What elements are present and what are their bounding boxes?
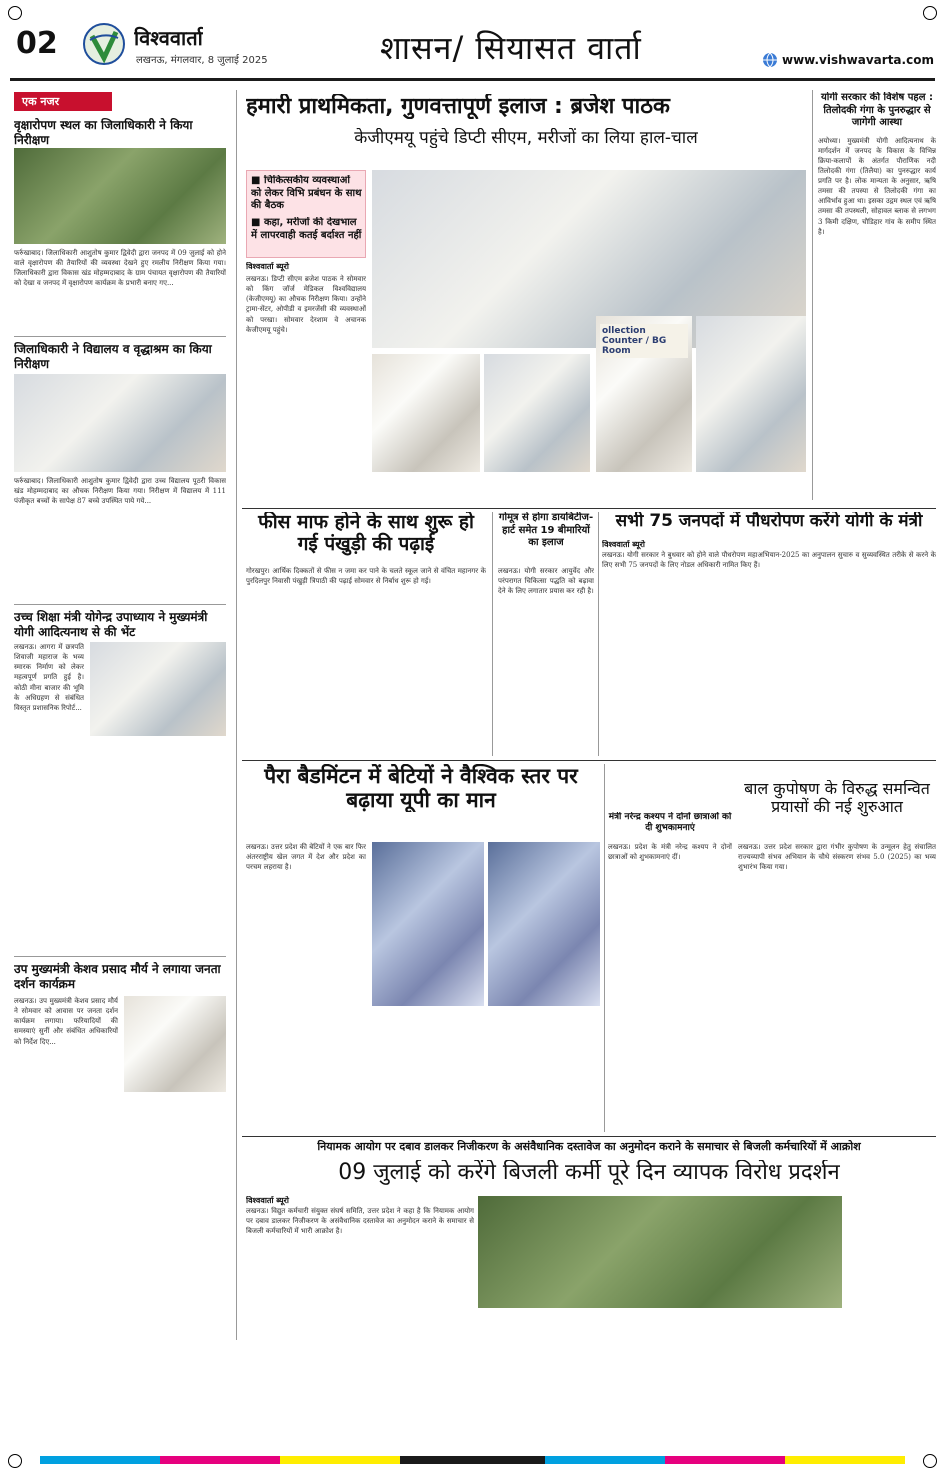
story-headline: वृक्षारोपण स्थल का जिलाधिकारी ने किया निरीक्षण (14, 118, 193, 147)
highlight-box (246, 170, 366, 258)
website-url[interactable]: www.vishwavarta.com (782, 53, 934, 67)
divider (242, 508, 936, 509)
story-body: लखनऊ। योगी सरकार ने बुधवार को होने वाले पौधरोपण महाअभियान-2025 का अनुपालन सुचारु व सुव्यवस्थित तरीके से करने के लिए सभी 75 जनपदों के लिए नोडल अधिकारी नामित किए हैं। (602, 551, 936, 570)
column-rule (492, 512, 493, 756)
lead-body: लखनऊ। डिप्टी सीएम ब्रजेश पाठक ने सोमवार को किंग जॉर्ज मेडिकल विश्वविद्यालय (केजीएमयू) का औचक निरीक्षण किया। उन्होंने ट्रामा-सेंटर, ओपीडी व इमरजेंसी की व्यवस्थाओं को परखा। सोमवार देरशाम वे अचानक केजीएमयू पहुंचे। (246, 275, 366, 334)
lead-photo (372, 354, 480, 472)
divider (242, 1136, 936, 1137)
story-body: लखनऊ। उत्तर प्रदेश की बेटियों ने एक बार फिर अंतरराष्ट्रीय खेल जगत में देश और प्रदेश का परचम लहराया है। (246, 843, 366, 872)
story-headline: योगी सरकार की विशेष पहल : तिलोदकी गंगा के पुनरुद्धार से जागेगी आस्था (821, 92, 933, 128)
story-headline: बाल कुपोषण के विरुद्ध समन्वित प्रयासों की नई शुरुआत (744, 780, 930, 817)
story-headline: उच्च शिक्षा मंत्री योगेन्द्र उपाध्याय ने मुख्यमंत्री योगी आदित्यनाथ से की भेंट (14, 610, 208, 639)
lead-subheadline: केजीएमयू पहुंचे डिप्टी सीएम, मरीजों का लिया हाल-चाल (354, 128, 698, 148)
divider (242, 760, 936, 761)
plant-story-text (602, 540, 936, 756)
color-swatch (400, 1456, 545, 1464)
lead-body-continued (372, 476, 806, 506)
story-body: लखनऊ। आगरा में छत्रपति शिवाजी महाराज के भव्य स्मारक निर्माण को लेकर महत्वपूर्ण प्रगति हुई है। कोठी मीना बाजार की भूमि के अधिग्रहण से संबंधित विस्तृत प्रशासनिक रिपोर्ट... (14, 643, 84, 712)
story-headline: जिलाधिकारी ने विद्यालय व वृद्धाश्रम का किया निरीक्षण (14, 342, 212, 371)
story-body-continued (372, 1010, 600, 1130)
story-body: गोरखपुर। आर्थिक दिक्कतों से फीस न जमा कर पाने के चलते स्कूल जाने से वंचित महानगर के पुरदिलपुर निवासी पंखुड़ी त्रिपाठी की पढ़ाई सोमवार से निर्बाध शुरू हो गई। (246, 567, 486, 586)
color-swatch (545, 1456, 665, 1464)
lead-photo (596, 316, 692, 472)
section-title: शासन/ सियासत वार्ता (380, 29, 642, 67)
bullet-icon: ■ (251, 217, 264, 228)
electricity-text (246, 1196, 474, 1352)
bureau-byline: विश्ववार्ता ब्यूरो (246, 1196, 289, 1205)
right-story (818, 92, 936, 502)
globe-icon (762, 52, 778, 68)
story-body: लखनऊ। प्रदेश के मंत्री नरेन्द्र कश्यप ने दोनों छात्राओं को शुभकामनाएं दीं। (608, 843, 732, 862)
collection-counter-sign: ollection Counter / BG Room (600, 324, 688, 358)
column-rule (236, 90, 237, 1340)
badminton-photo (488, 842, 600, 1006)
masthead-rule (10, 78, 935, 81)
story-headline: फीस माफ होने के साथ शुरू हो गई पंखुड़ी की पढ़ाई (258, 512, 474, 555)
registration-mark (923, 1454, 937, 1468)
story-body: लखनऊ। विद्युत कर्मचारी संयुक्त संघर्ष समिति, उत्तर प्रदेश ने कहा है कि नियामक आयोग पर दबाव डालकर निजीकरण के असंवैधानिक दस्तावेज का अनुमोदन कराने के समाचार से बिजली कर्मचारियों में भारी आक्रोश है। (246, 1207, 474, 1236)
protest-photo (478, 1196, 842, 1308)
column-rule (604, 764, 605, 1132)
divider (14, 604, 226, 605)
story-body: फर्रुखाबाद। जिलाधिकारी आशुतोष कुमार द्विवेदी द्वारा उच्च विद्यालय पूठरी विकास खंड मोहम्मदाबाद का औचक निरीक्षण किया गया। निरीक्षण में विद्यालय में 111 पंजीकृत बच्चों के सापेक्ष 87 बच्चे उपस्थित पाये गये... (14, 477, 226, 506)
cmyk-strip (40, 1456, 905, 1464)
story-body-continued (90, 740, 226, 862)
story-headline: उप मुख्यमंत्री केशव प्रसाद मौर्य ने लगाया जनता दर्शन कार्यक्रम (14, 962, 221, 991)
story-body: लखनऊ। उत्तर प्रदेश सरकार द्वारा गंभीर कुपोषण के उन्मूलन हेतु संचालित राज्यव्यापी संभव अभियान के चौथे संस्करण संभव 5.0 (2025) का भव्य शुभारंभ किया गया। (738, 843, 936, 872)
registration-mark (8, 1454, 22, 1468)
story-body: फर्रुखाबाद। जिलाधिकारी आशुतोष कुमार द्विवेदी द्वारा जनपद में 09 जुलाई को होने वाले वृक्षारोपण की तैयारियों की व्यवस्था देखने हुए रमलीय निरीक्षण किया गया। जिलाधिकारी द्वारा विकास खंड मोहम्मदाबाद के ग्राम पंचायत वृक्षारोपण की तैयारियों को देखा व जनपद में वृक्षारोपण कार्यक्रम के प्रभारी बनाए गए... (14, 249, 226, 288)
color-swatch (40, 1456, 160, 1464)
highlight-bullet: ■ कहा, मरीजों की देखभाल में लापरवाही कतई बर्दाश्त नहीं (251, 217, 362, 241)
story-headline: पैरा बैडमिंटन में बेटियों ने वैश्विक स्तर पर बढ़ाया यूपी का मान (264, 764, 578, 813)
story-headline: मंत्री नरेन्द्र कश्यप ने दोनों छात्राओं को दी शुभकामनाएं (608, 812, 732, 834)
news-photo (14, 148, 226, 244)
column-rule (598, 512, 599, 756)
bureau-byline: विश्ववार्ता ब्यूरो (602, 540, 645, 549)
paper-name: विश्ववार्ता (134, 26, 203, 50)
dateline: लखनऊ, मंगलवार, 8 जुलाई 2025 (136, 55, 268, 66)
lead-text-column (246, 262, 366, 502)
lead-photo (484, 354, 590, 472)
story-headline: गोमूत्र से होगा डायबिटीज-हार्ट समेत 19 बीमारियों का इलाज (498, 512, 594, 548)
news-photo (90, 642, 226, 736)
highlight-bullet: ■ चिकित्सकीय व्यवस्थाओं को लेकर विभि प्रबंधन के साथ की बैठक (251, 175, 362, 211)
divider (14, 956, 226, 957)
bullet-icon: ■ (251, 175, 264, 186)
story-body-continued (478, 1312, 842, 1352)
column-rule (812, 90, 813, 500)
ek-nazar-label: एक नजर (14, 92, 112, 111)
masthead (10, 18, 935, 74)
color-swatch (160, 1456, 280, 1464)
bureau-byline: विश्ववार्ता ब्यूरो (246, 262, 289, 271)
story-headline: सभी 75 जनपदों में पौधरोपण करेंगे योगी के मंत्री (615, 512, 923, 531)
news-photo (14, 374, 226, 472)
story-body: लखनऊ। योगी सरकार आयुर्वेद और परंपरागत चिकित्सा पद्धति को बढ़ावा देने के लिए लगातार प्रयास कर रही है। (498, 567, 594, 596)
story-body-continued (846, 1196, 936, 1352)
lead-photo (696, 316, 806, 472)
color-swatch (785, 1456, 905, 1464)
logo-icon (82, 22, 126, 66)
badminton-photo (372, 842, 484, 1006)
electricity-headline: 09 जुलाई को करेंगे बिजली कर्मी पूरे दिन व्यापक विरोध प्रदर्शन (338, 1160, 840, 1185)
color-swatch (665, 1456, 785, 1464)
page-number: 02 (16, 26, 58, 61)
divider (14, 336, 226, 337)
color-swatch (280, 1456, 400, 1464)
story-body: लखनऊ। उप मुख्यमंत्री केशव प्रसाद मौर्य ने सोमवार को आवास पर जनता दर्शन कार्यक्रम लगाया। फरियादियों की समस्याएं सुनीं और संबंधित अधिकारियों को निर्देश दिए... (14, 997, 118, 1046)
story-body: अयोध्या। मुख्यमंत्री योगी आदित्यनाथ के मार्गदर्शन में जनपद के विकास के विभिन्न क्रिया-कलापों के अंतर्गत पौराणिक नदी तिलोदकी गंगा (तिलैया) का पुनरुद्धार कार्य प्रगति पर है। लोक मान्यता के अनुसार, ऋषि तमसा की तपस्या से तिलोदकी गंगा का आविर्भाव हुआ था। इसका उद्गम स्थल एवं ऋषि तमसा की तपस्थली, सोहावल ब्लाक से लगभग 3 किमी दक्षिण, चौडिहार गांव के समीप स्थित है। (818, 136, 936, 236)
news-photo (124, 996, 226, 1092)
lead-headline: हमारी प्राथमिकता, गुणवत्तापूर्ण इलाज : ब्रजेश पाठक (246, 94, 670, 119)
electricity-banner: नियामक आयोग पर दबाव डालकर निजीकरण के असंवैधानिक दस्तावेज का अनुमोदन कराने के समाचार से बिजली कर्मचारियों में आक्रोश (317, 1140, 861, 1153)
left-column (10, 90, 230, 1352)
